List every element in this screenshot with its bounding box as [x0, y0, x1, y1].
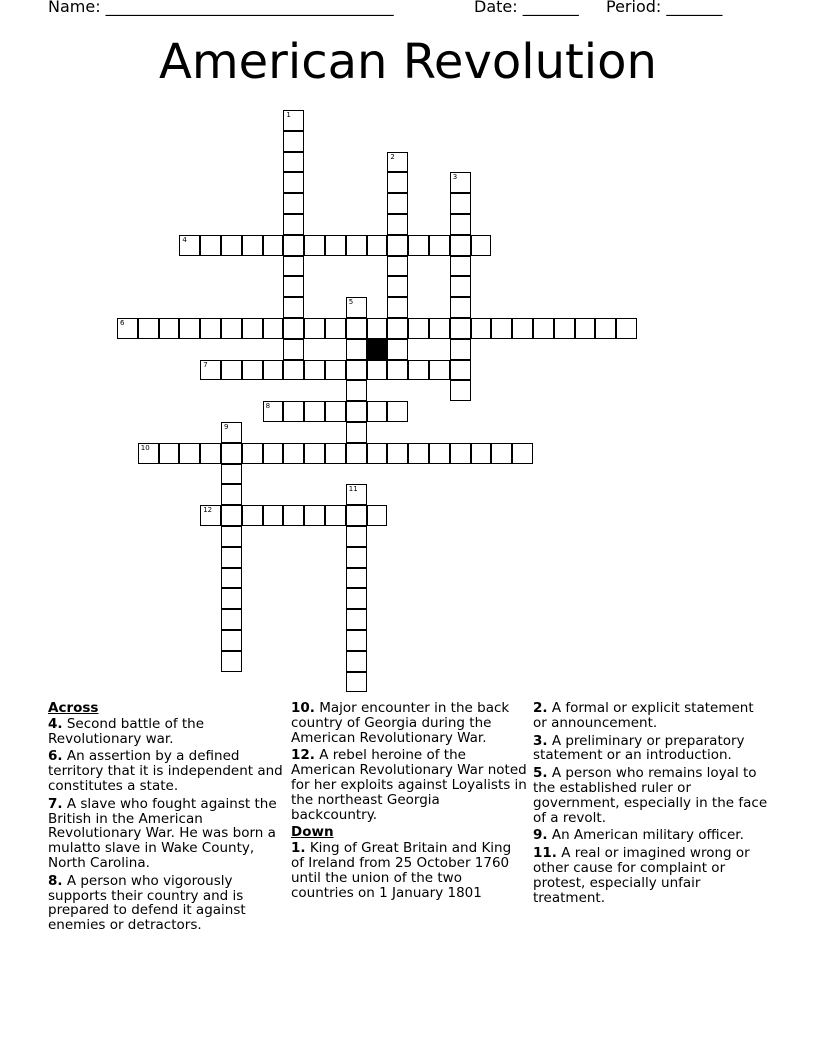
- grid-cell[interactable]: [221, 547, 242, 568]
- grid-cell[interactable]: [283, 193, 304, 214]
- grid-cell[interactable]: [450, 256, 471, 277]
- grid-cell[interactable]: [471, 318, 492, 339]
- grid-cell[interactable]: [325, 318, 346, 339]
- grid-cell[interactable]: [387, 401, 408, 422]
- grid-cell[interactable]: [450, 360, 471, 381]
- grid-cell[interactable]: [179, 443, 200, 464]
- grid-cell[interactable]: [346, 588, 367, 609]
- grid-cell[interactable]: [346, 339, 367, 360]
- grid-cell[interactable]: [450, 339, 471, 360]
- grid-cell[interactable]: [408, 360, 429, 381]
- grid-cell[interactable]: [450, 276, 471, 297]
- clue-down-11: 11. A real or imagined wrong or other cause for complaint or protest, especially unfair treatment.: [533, 845, 750, 906]
- grid-cell[interactable]: [200, 505, 221, 526]
- grid-cell[interactable]: [304, 505, 325, 526]
- grid-cell[interactable]: [346, 235, 367, 256]
- cell-number: 4: [182, 235, 187, 244]
- grid-cell[interactable]: [263, 443, 284, 464]
- grid-cell[interactable]: [221, 505, 242, 526]
- grid-cell[interactable]: [325, 443, 346, 464]
- grid-cell[interactable]: [408, 235, 429, 256]
- grid-cell[interactable]: [533, 318, 554, 339]
- down-heading: Down: [291, 824, 334, 841]
- grid-cell[interactable]: [304, 318, 325, 339]
- grid-cell[interactable]: [200, 235, 221, 256]
- clue-across-12: 12. A rebel heroine of the American Revolutionary War noted for her exploits against Loyalists in the northeast Georgia backcountry.: [291, 747, 527, 823]
- grid-cell[interactable]: [346, 360, 367, 381]
- grid-cell[interactable]: [221, 651, 242, 672]
- grid-cell[interactable]: [367, 505, 388, 526]
- clue-down-9: 9. An American military officer.: [533, 827, 744, 844]
- grid-cell[interactable]: [387, 235, 408, 256]
- grid-cell[interactable]: [512, 443, 533, 464]
- grid-cell[interactable]: [367, 443, 388, 464]
- grid-cell[interactable]: [429, 443, 450, 464]
- grid-cell[interactable]: [387, 360, 408, 381]
- grid-cell[interactable]: [450, 235, 471, 256]
- grid-cell[interactable]: [450, 318, 471, 339]
- grid-cell[interactable]: [179, 318, 200, 339]
- grid-cell[interactable]: [387, 193, 408, 214]
- grid-cell[interactable]: [117, 318, 138, 339]
- clue-down-3: 3. A preliminary or preparatory statement or an introduction.: [533, 732, 745, 764]
- grid-cell[interactable]: [346, 318, 367, 339]
- grid-cell[interactable]: [346, 609, 367, 630]
- clues-column-3: [533, 701, 769, 908]
- grid-cell[interactable]: [491, 318, 512, 339]
- grid-cell[interactable]: [346, 568, 367, 589]
- grid-cell[interactable]: [283, 339, 304, 360]
- grid-cell[interactable]: [387, 443, 408, 464]
- grid-cell[interactable]: [200, 360, 221, 381]
- grid-cell[interactable]: [325, 360, 346, 381]
- grid-cell[interactable]: [179, 235, 200, 256]
- grid-cell[interactable]: [221, 568, 242, 589]
- grid-cell[interactable]: [242, 443, 263, 464]
- clue-across-7: 7. A slave who fought against the British in the American Revolutionary War. He was born a mulatto slave in Wake County, North Carolina.: [48, 795, 277, 871]
- cell-number: 7: [203, 360, 208, 369]
- grid-cell[interactable]: [387, 318, 408, 339]
- grid-cell[interactable]: [471, 443, 492, 464]
- grid-cell[interactable]: [221, 609, 242, 630]
- grid-cell[interactable]: [221, 360, 242, 381]
- grid-cell[interactable]: [283, 110, 304, 131]
- page-title: American Revolution: [159, 34, 657, 90]
- clue-down-1: 1. King of Great Britain and King of Ireland from 25 October 1760 until the union of the two countries on 1 January 1801: [291, 840, 512, 901]
- grid-cell[interactable]: [387, 297, 408, 318]
- cell-number: 9: [224, 423, 229, 431]
- grid-cell[interactable]: [408, 318, 429, 339]
- grid-cell[interactable]: [263, 360, 284, 381]
- grid-cell[interactable]: [346, 380, 367, 401]
- grid-block-cell: [367, 339, 388, 360]
- grid-cell[interactable]: [138, 443, 159, 464]
- clue-across-10: 10. Major encounter in the back country of Georgia during the American Revolutionary War.: [291, 700, 510, 746]
- grid-cell[interactable]: [221, 526, 242, 547]
- grid-cell[interactable]: [263, 505, 284, 526]
- grid-cell[interactable]: [408, 443, 429, 464]
- grid-cell[interactable]: [221, 464, 242, 485]
- grid-cell[interactable]: [346, 484, 367, 505]
- grid-cell[interactable]: [200, 318, 221, 339]
- grid-cell[interactable]: [283, 360, 304, 381]
- grid-cell[interactable]: [450, 214, 471, 235]
- grid-cell[interactable]: [221, 484, 242, 505]
- grid-cell[interactable]: [283, 131, 304, 152]
- grid-cell[interactable]: [304, 360, 325, 381]
- clue-down-5: 5. A person who remains loyal to the established ruler or government, especially in the face of a revolt.: [533, 765, 768, 826]
- clues-column-1: [48, 701, 284, 936]
- grid-cell[interactable]: [263, 318, 284, 339]
- grid-cell[interactable]: [387, 276, 408, 297]
- grid-cell[interactable]: [429, 318, 450, 339]
- period-label: Period: _______: [606, 0, 723, 16]
- grid-cell[interactable]: [387, 256, 408, 277]
- grid-cell[interactable]: [325, 235, 346, 256]
- grid-cell[interactable]: [346, 401, 367, 422]
- grid-cell[interactable]: [283, 505, 304, 526]
- grid-cell[interactable]: [387, 339, 408, 360]
- grid-cell[interactable]: [283, 172, 304, 193]
- grid-cell[interactable]: [429, 360, 450, 381]
- grid-cell[interactable]: [283, 276, 304, 297]
- grid-cell[interactable]: [242, 235, 263, 256]
- date-label: Date: _______: [474, 0, 579, 16]
- grid-cell[interactable]: [283, 443, 304, 464]
- grid-cell[interactable]: [221, 588, 242, 609]
- grid-cell[interactable]: [450, 172, 471, 193]
- cell-number: 3: [452, 173, 458, 182]
- clue-down-2: 2. A formal or explicit statement or announcement.: [533, 700, 754, 731]
- grid-cell[interactable]: [367, 318, 388, 339]
- grid-cell[interactable]: [595, 318, 616, 339]
- grid-cell[interactable]: [346, 526, 367, 547]
- grid-cell[interactable]: [346, 651, 367, 672]
- grid-cell[interactable]: [450, 443, 471, 464]
- cell-number: 5: [348, 298, 354, 307]
- grid-cell[interactable]: [159, 318, 180, 339]
- grid-cell[interactable]: [283, 214, 304, 235]
- cell-number: 11: [348, 485, 358, 494]
- grid-cell[interactable]: [242, 360, 263, 381]
- grid-cell[interactable]: [387, 214, 408, 235]
- clue-across-6: 6. An assertion by a defined territory that it is independent and constitutes a state.: [48, 748, 283, 794]
- grid-cell[interactable]: [325, 401, 346, 422]
- cell-number: 8: [265, 402, 271, 411]
- grid-cell[interactable]: [221, 235, 242, 256]
- across-heading: Across: [48, 700, 99, 716]
- grid-cell[interactable]: [346, 422, 367, 443]
- grid-cell[interactable]: [491, 443, 512, 464]
- grid-cell[interactable]: [159, 443, 180, 464]
- grid-cell[interactable]: [429, 235, 450, 256]
- cell-number: 1: [286, 111, 291, 119]
- grid-cell[interactable]: [263, 235, 284, 256]
- grid-cell[interactable]: [346, 547, 367, 568]
- grid-cell[interactable]: [346, 672, 367, 693]
- grid-cell[interactable]: [221, 630, 242, 651]
- name-label: Name: ____________________________________: [48, 0, 394, 16]
- grid-cell[interactable]: [242, 318, 263, 339]
- grid-cell[interactable]: [283, 318, 304, 339]
- clue-across-8: 8. A person who vigorously supports their country and is prepared to defend it against enemies or detractors.: [48, 872, 246, 934]
- grid-cell[interactable]: [221, 443, 242, 464]
- grid-cell[interactable]: [575, 318, 596, 339]
- cell-number: 10: [140, 443, 150, 452]
- grid-cell[interactable]: [221, 318, 242, 339]
- grid-cell[interactable]: [304, 443, 325, 464]
- grid-cell[interactable]: [138, 318, 159, 339]
- grid-cell[interactable]: [346, 443, 367, 464]
- grid-cell[interactable]: [283, 256, 304, 277]
- grid-cell[interactable]: [263, 401, 284, 422]
- cell-number: 6: [120, 319, 125, 327]
- grid-cell[interactable]: [367, 235, 388, 256]
- grid-cell[interactable]: [512, 318, 533, 339]
- grid-cell[interactable]: [242, 505, 263, 526]
- grid-cell[interactable]: [346, 630, 367, 651]
- grid-cell[interactable]: [387, 172, 408, 193]
- grid-cell[interactable]: [387, 152, 408, 173]
- grid-cell[interactable]: [304, 401, 325, 422]
- grid-cell[interactable]: [346, 505, 367, 526]
- grid-cell[interactable]: [450, 380, 471, 401]
- clues-column-2: [291, 701, 527, 903]
- cell-number: 2: [390, 152, 395, 161]
- grid-cell[interactable]: [471, 235, 492, 256]
- grid-cell[interactable]: [367, 401, 388, 422]
- grid-cell[interactable]: [221, 422, 242, 443]
- clue-across-4: 4. Second battle of the Revolutionary war.: [48, 715, 205, 747]
- grid-cell[interactable]: [283, 235, 304, 256]
- grid-cell[interactable]: [554, 318, 575, 339]
- grid-cell[interactable]: [283, 401, 304, 422]
- grid-cell[interactable]: [367, 360, 388, 381]
- grid-cell[interactable]: [346, 297, 367, 318]
- grid-cell[interactable]: [283, 297, 304, 318]
- grid-cell[interactable]: [200, 443, 221, 464]
- grid-cell[interactable]: [450, 297, 471, 318]
- grid-cell[interactable]: [283, 152, 304, 173]
- grid-cell[interactable]: [450, 193, 471, 214]
- cell-number: 12: [203, 506, 213, 515]
- grid-cell[interactable]: [325, 505, 346, 526]
- grid-cell[interactable]: [616, 318, 637, 339]
- grid-cell[interactable]: [304, 235, 325, 256]
